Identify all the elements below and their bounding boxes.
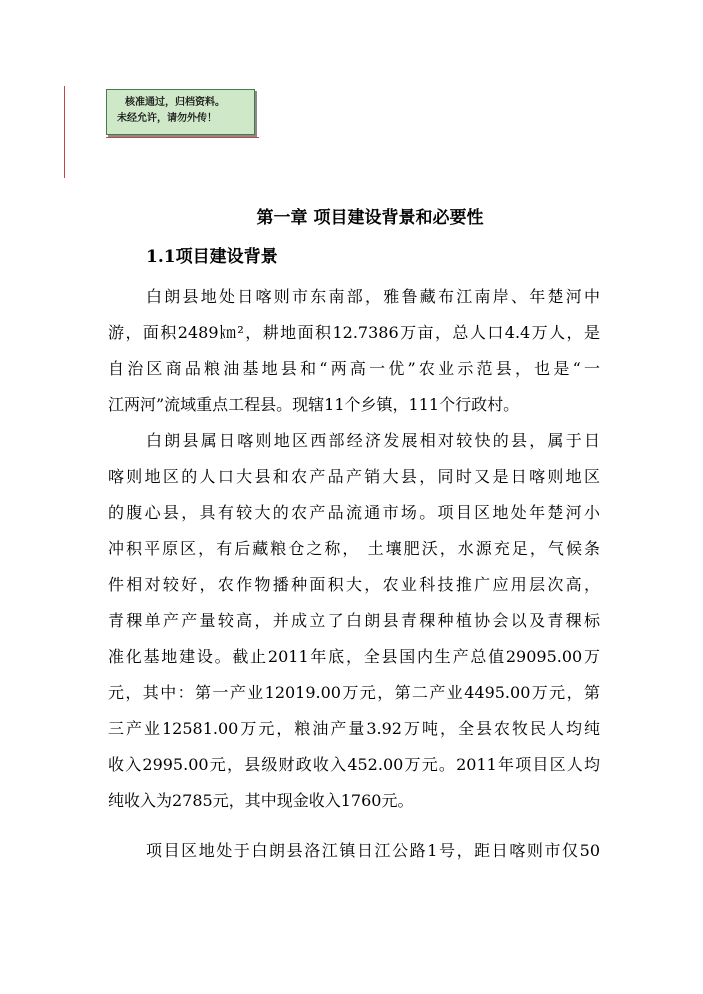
paragraph-line: 收入2995.00元，县级财政收入452.00万元。2011年项目区人均 [108,755,600,774]
stamp-line-1: 核准通过，归档资料。 [125,97,225,108]
paragraph-line: 件相对较好，农作物播种面积大，农业科技推广应用层次高， [108,575,600,594]
paragraph-line: 喀则地区的人口大县和农产品产销大县，同时又是日喀则地区 [108,467,600,486]
paragraph-line: 自治区商品粮油基地县和“两高一优”农业示范县，也是“一 [108,359,600,378]
paragraph-line: 冲积平原区，有后藏粮仓之称， 土壤肥沃，水源充足，气候条 [108,539,600,558]
paragraph-line: 纯收入为2785元，其中现金收入1760元。 [108,791,414,810]
confidential-stamp [106,89,255,135]
paragraph-line: 准化基地建设。截止2011年底，全县国内生产总值29095.00万 [108,647,600,666]
paragraph-line: 三产业12581.00万元，粮油产量3.92万吨，全县农牧民人均纯 [108,719,600,738]
margin-line [64,86,65,178]
paragraph-line: 白朗县属日喀则地区西部经济发展相对较快的县，属于日 [146,431,600,450]
paragraph-line: 游，面积2489㎞²，耕地面积12.7386万亩，总人口4.4万人，是 [108,323,600,342]
paragraph-line: 元，其中：第一产业12019.00万元，第二产业4495.00万元，第 [108,683,600,702]
paragraph-line: 白朗县地处日喀则市东南部，雅鲁藏布江南岸、年楚河中 [146,287,600,306]
stamp-underline [106,137,259,138]
paragraph-line: 项目区地处于白朗县洛江镇日江公路1号，距日喀则市仅50 [146,841,600,860]
section-title: 1.1项目建设背景 [146,247,278,267]
stamp-line-2: 未经允许，请勿外传！ [117,113,217,124]
paragraph-line: 的腹心县，具有较大的农产品流通市场。项目区地处年楚河小 [108,503,600,522]
paragraph-line: 江两河”流域重点工程县。现辖11个乡镇，111个行政村。 [108,395,520,414]
paragraph-line: 青稞单产产量较高，并成立了白朗县青稞种植协会以及青稞标 [108,611,600,630]
chapter-title: 第一章 项目建设背景和必要性 [256,208,484,228]
